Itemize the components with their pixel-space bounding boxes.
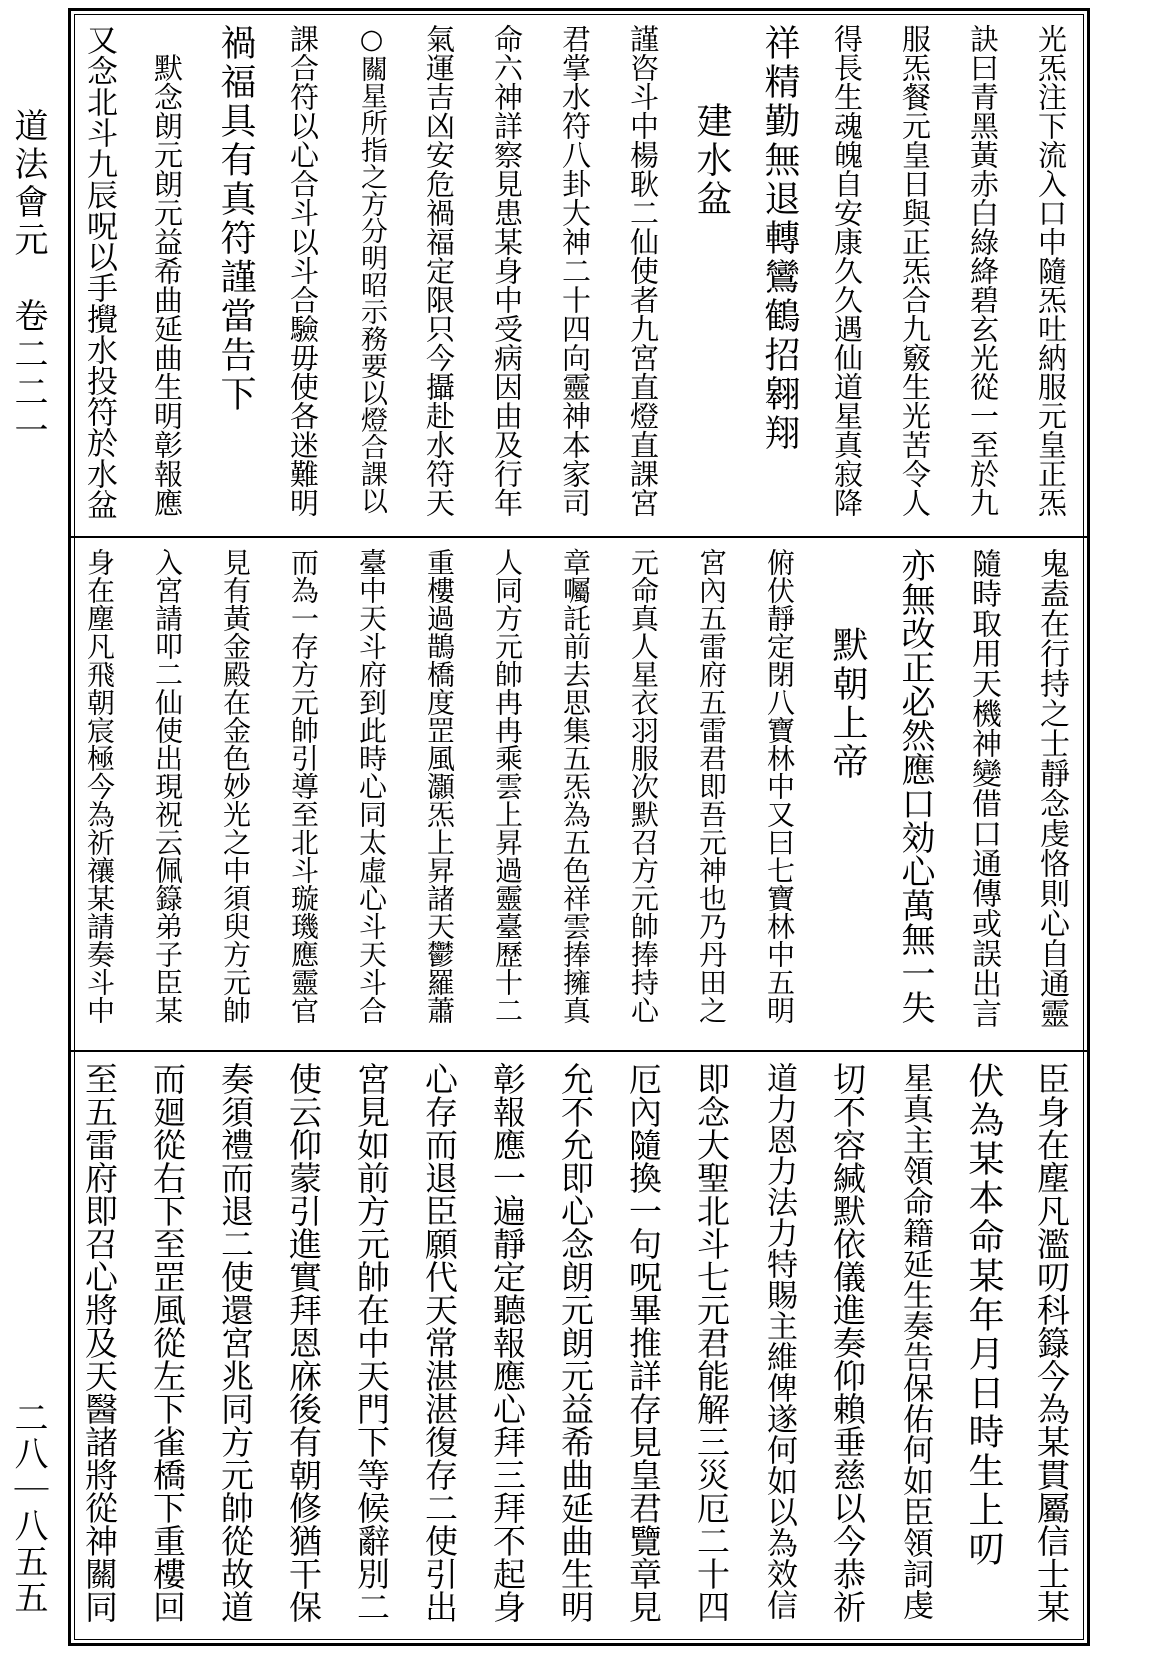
text-column: 默念朗元朗元益希曲延曲生明彰報應 — [150, 24, 184, 517]
text-column: 伏為某本命某年月日時生上叨 — [963, 1062, 1004, 1569]
register-bottom — [74, 1062, 1084, 1628]
text-column: 元命真人星衣羽服次默召方元帥捧持心 — [627, 548, 660, 1024]
text-column: 入宮請叩二仙使出現祝云佩籙弟子臣某 — [151, 548, 184, 1024]
text-column: 課合符以心合斗以斗合驗毋使各迷難明 — [286, 24, 320, 517]
text-column: 奏須禮而退二使還宮兆同方元帥從故道 — [216, 1062, 255, 1623]
text-column: 服炁餐元皇日與正炁合九竅生光苦令人 — [898, 24, 932, 517]
text-column: 又念北斗九辰呪以手攪水投符於水盆 — [81, 24, 117, 520]
text-column: 厄內隨換一句呪畢推詳存見皇君覽章見 — [624, 1062, 663, 1623]
text-column: 君掌水符八卦大神二十四向靈神本家司 — [558, 24, 592, 517]
text-column: 切不容緘默依儀進奏仰賴垂慈以今恭祈 — [828, 1062, 867, 1623]
text-column: 而為一存方元帥引導至北斗璇璣應靈官 — [287, 548, 320, 1024]
text-column: 使云仰蒙引進實拜恩庥後有朝修猶干保 — [284, 1062, 323, 1623]
page-number-margin: 二八｜八五五 — [8, 1400, 48, 1616]
text-column: 亦無改正必然應口効心萬無一失 — [895, 548, 935, 1024]
register-divider-1 — [71, 536, 1087, 538]
text-column: 建水盆 — [691, 24, 732, 219]
text-column: 心存而退臣願代天常湛湛復存二使引出 — [420, 1062, 459, 1623]
text-column: 人同方元帥冉冉乘雲上昇過靈臺歷十二 — [491, 548, 524, 1024]
text-column: 訣曰青黑黃赤白綠絳碧玄光從一至於九 — [966, 24, 1000, 517]
text-column: 章囑託前去思集五炁為五色祥雲捧擁真 — [559, 548, 592, 1024]
text-column: 臺中天斗府到此時心同太虛心斗天斗合 — [355, 548, 388, 1024]
text-column: 命六神詳察見患某身中受病因由及行年 — [490, 24, 524, 517]
text-column: 宮內五雷府五雷君即吾元神也乃丹田之 — [695, 548, 728, 1024]
text-column: 臣身在塵凡濫叨科籙今為某貫屬信士某 — [1032, 1062, 1071, 1623]
text-column: 允不允即心念朗元朗元益希曲延曲生明 — [556, 1062, 595, 1623]
text-column: 得長生魂魄自安康久久遇仙道星真寂降 — [830, 24, 864, 517]
text-column: 彰報應一遍靜定聽報應心拜三拜不起身 — [488, 1062, 527, 1623]
register-divider-2 — [71, 1050, 1087, 1052]
text-column: 身在塵凡飛朝宸極今為祈禳某請奏斗中 — [83, 548, 116, 1024]
text-column: 星真主領命籍延生奏告保佑何如臣領詞虔 — [897, 1062, 933, 1620]
book-title-margin: 道法會元 卷二二一 — [8, 108, 48, 450]
text-column: 俯伏靜定閉八寶林中又曰七寶林中五明 — [763, 548, 796, 1024]
register-top — [74, 24, 1084, 524]
register-middle — [74, 548, 1084, 1038]
text-column: ○關星所指之方分明昭示務要以燈合課以 — [356, 24, 387, 514]
text-column: 見有黃金殿在金色妙光之中須臾方元帥 — [219, 548, 252, 1024]
text-column: 隨時取用天機神變借口通傳或誤出言 — [966, 548, 1001, 1028]
text-column: 道力恩力法力特賜主維俾遂何如以為效信 — [761, 1062, 797, 1620]
text-column: 重樓過鵲橋度罡風灝炁上昇諸天鬱羅蕭 — [423, 548, 456, 1024]
text-column: 祥精勤無退轉鸞鶴招翱翔 — [759, 24, 800, 453]
text-column: 光炁注下流入口中隨炁吐納服元皇正炁 — [1034, 24, 1068, 517]
text-column: 鬼盍在行持之士靜念虔恪則心自通靈 — [1034, 548, 1069, 1028]
text-column: 宮見如前方元帥在中天門下等候辭別二 — [352, 1062, 391, 1623]
text-column: 謹咨斗中楊耿二仙使者九宮直燈直課宮 — [626, 24, 660, 517]
text-column: 默朝上帝 — [827, 548, 868, 782]
text-column: 氣運吉凶安危禍福定限只今攝赴水符天 — [422, 24, 456, 517]
text-column: 而廻從右下至罡風從左下雀橋下重樓回 — [148, 1062, 187, 1623]
text-column: 至五雷府即召心將及天醫諸將從神關同 — [80, 1062, 119, 1623]
text-column: 即念大聖北斗七元君能解三災厄二十四 — [692, 1062, 731, 1623]
text-column: 禍福具有真符謹當告下 — [215, 24, 256, 414]
